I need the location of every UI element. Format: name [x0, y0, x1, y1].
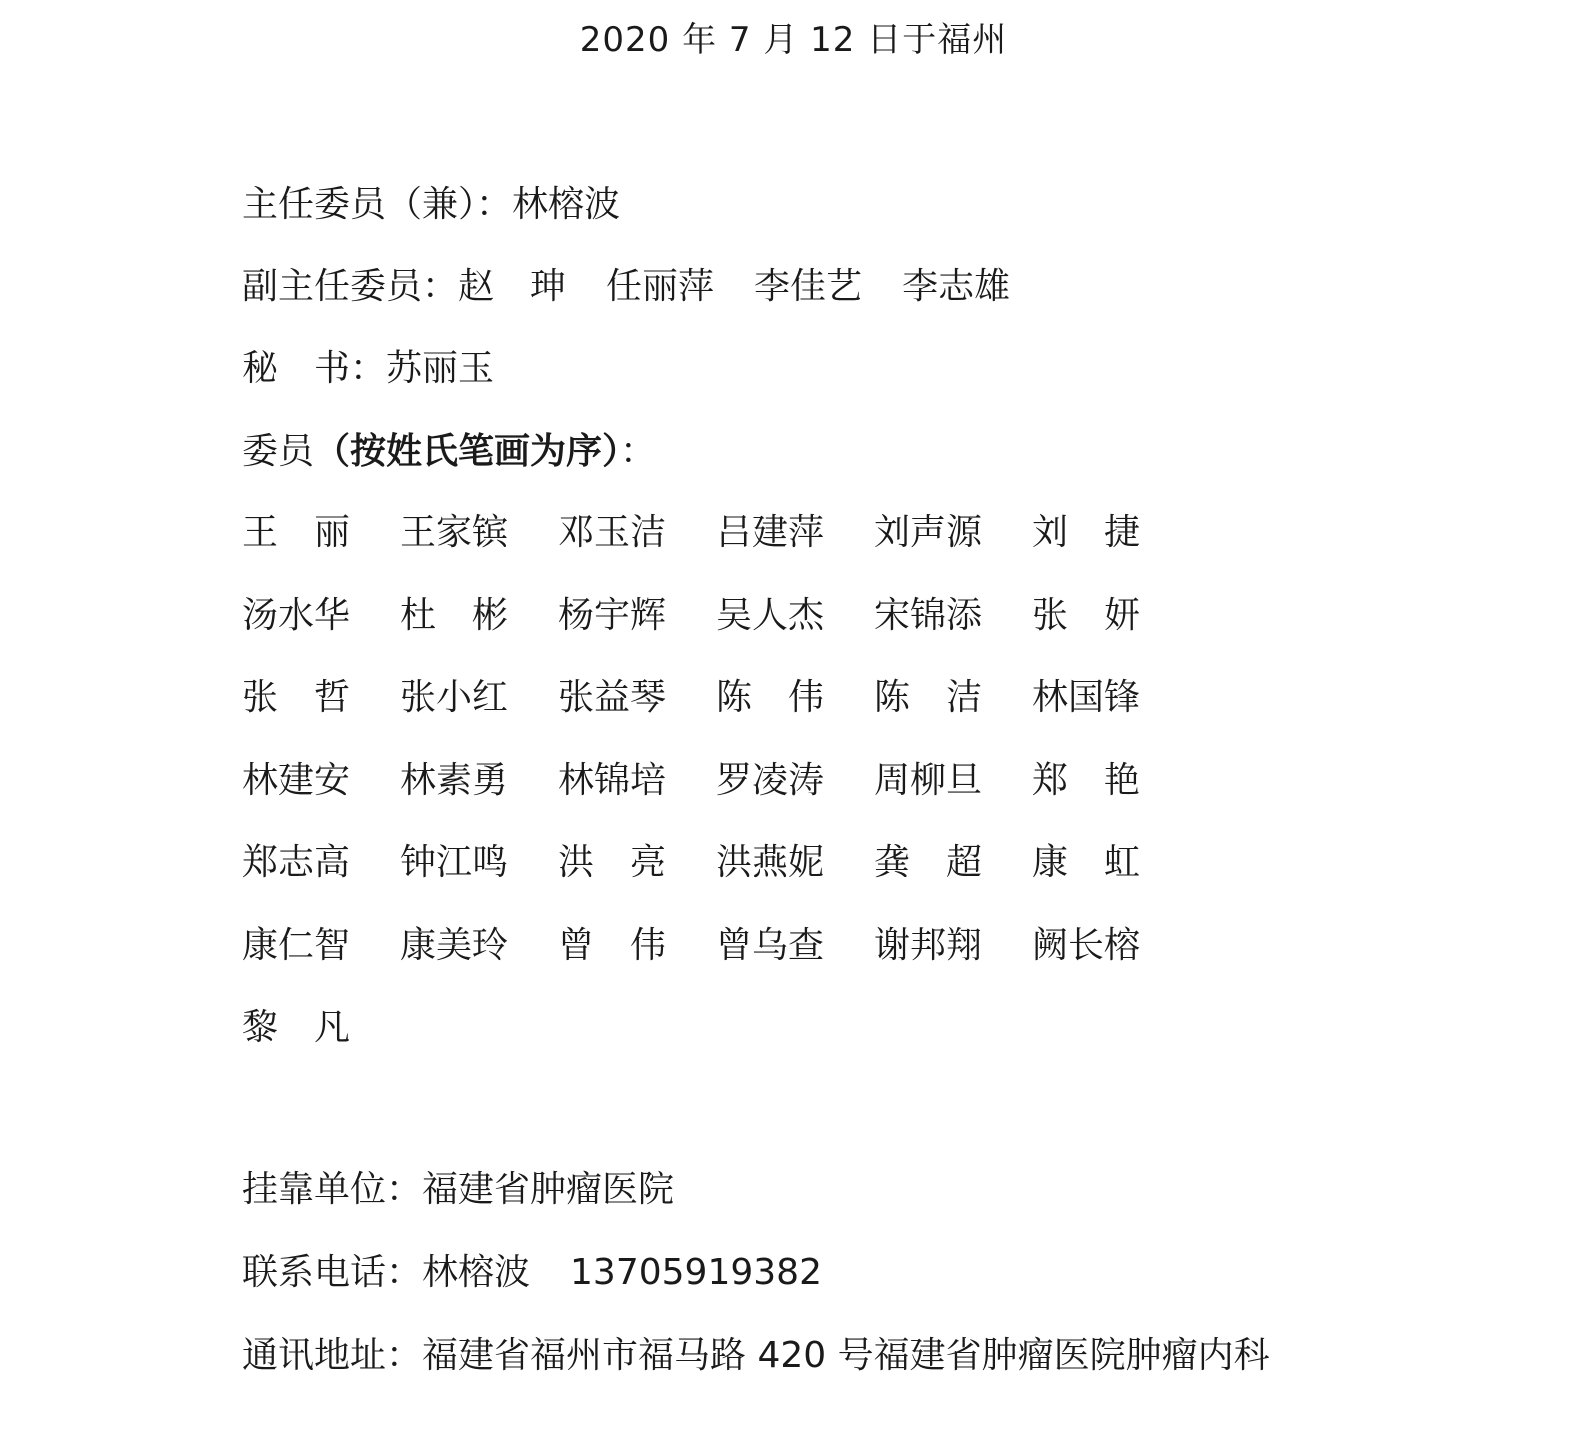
vice-chair-name: 李志雄 [902, 266, 1011, 307]
member-name: 张小红 [400, 677, 509, 718]
member-name: 曾 伟 [558, 924, 667, 966]
member-name: 钟江鸣 [400, 842, 509, 883]
member-name: 林素勇 [400, 759, 509, 801]
member-name: 刘 捷 [1032, 512, 1141, 553]
address-line [242, 1333, 1270, 1379]
member-name: 杜 彬 [400, 594, 509, 636]
member-name: 龚 超 [874, 842, 983, 883]
date-place-line: 2020 年 7 月 12 日于福州 [579, 20, 1008, 60]
member-name: 黎 凡 [242, 1007, 351, 1048]
host-unit-value: 福建省肿瘤医院 [422, 1169, 675, 1210]
phone-number: 13705919382 [570, 1252, 822, 1293]
members-heading-order-note: （按姓氏笔画为序） [314, 431, 621, 472]
member-name: 宋锦添 [874, 594, 983, 636]
member-name: 洪燕妮 [716, 842, 825, 883]
member-name: 王 丽 [242, 512, 351, 553]
member-name: 吴人杰 [716, 594, 825, 636]
member-name: 谢邦翔 [874, 924, 983, 966]
member-name: 阙长榕 [1032, 924, 1141, 966]
members-heading-prefix: 委员 [242, 431, 315, 472]
host-unit-line [242, 1167, 674, 1213]
member-name: 吕建萍 [716, 512, 825, 553]
member-name: 林锦培 [558, 759, 667, 801]
member-name: 郑志高 [242, 842, 351, 883]
secretary-name: 苏丽玉 [386, 348, 495, 389]
members-heading [242, 429, 656, 475]
member-name: 罗凌涛 [716, 759, 825, 801]
vice-chair-name: 赵 珅 [458, 266, 567, 307]
chair-name: 林榕波 [512, 184, 621, 225]
member-name: 王家镔 [400, 512, 509, 553]
member-name: 张益琴 [558, 677, 667, 718]
member-name: 陈 伟 [716, 677, 825, 718]
member-name: 邓玉洁 [558, 512, 667, 553]
member-name: 张 妍 [1032, 594, 1141, 636]
member-name: 洪 亮 [558, 842, 667, 883]
vice-chair-name: 李佳艺 [754, 266, 863, 307]
chair-label: 主任委员（兼）： [242, 184, 513, 225]
member-name: 陈 洁 [874, 677, 983, 718]
phone-contact-name: 林榕波 [422, 1252, 531, 1293]
vice-chair-name: 任丽萍 [606, 266, 715, 307]
secretary-label: 秘 书： [242, 348, 387, 389]
member-name: 康仁智 [242, 924, 351, 966]
member-name: 周柳旦 [874, 759, 983, 801]
phone-line [242, 1250, 822, 1296]
member-name: 刘声源 [874, 512, 983, 553]
member-name: 郑 艳 [1032, 759, 1141, 801]
member-name: 曾乌查 [716, 924, 825, 966]
address-label: 通讯地址： [242, 1335, 423, 1376]
secretary-line [242, 346, 494, 392]
address-value: 福建省福州市福马路 420 号福建省肿瘤医院肿瘤内科 [422, 1335, 1270, 1376]
member-name: 汤水华 [242, 594, 351, 636]
member-name: 张 哲 [242, 677, 351, 718]
member-name: 康美玲 [400, 924, 509, 966]
member-name: 杨宇辉 [558, 594, 667, 636]
vice-chairs-line [242, 264, 1010, 310]
member-name: 林建安 [242, 759, 351, 801]
member-name: 林国锋 [1032, 677, 1141, 718]
members-heading-suffix: ： [620, 431, 657, 472]
chair-line [242, 182, 620, 228]
phone-label: 联系电话： [242, 1252, 423, 1293]
host-unit-label: 挂靠单位： [242, 1169, 423, 1210]
vice-chairs-label: 副主任委员： [242, 266, 459, 307]
member-name: 康 虹 [1032, 842, 1141, 883]
